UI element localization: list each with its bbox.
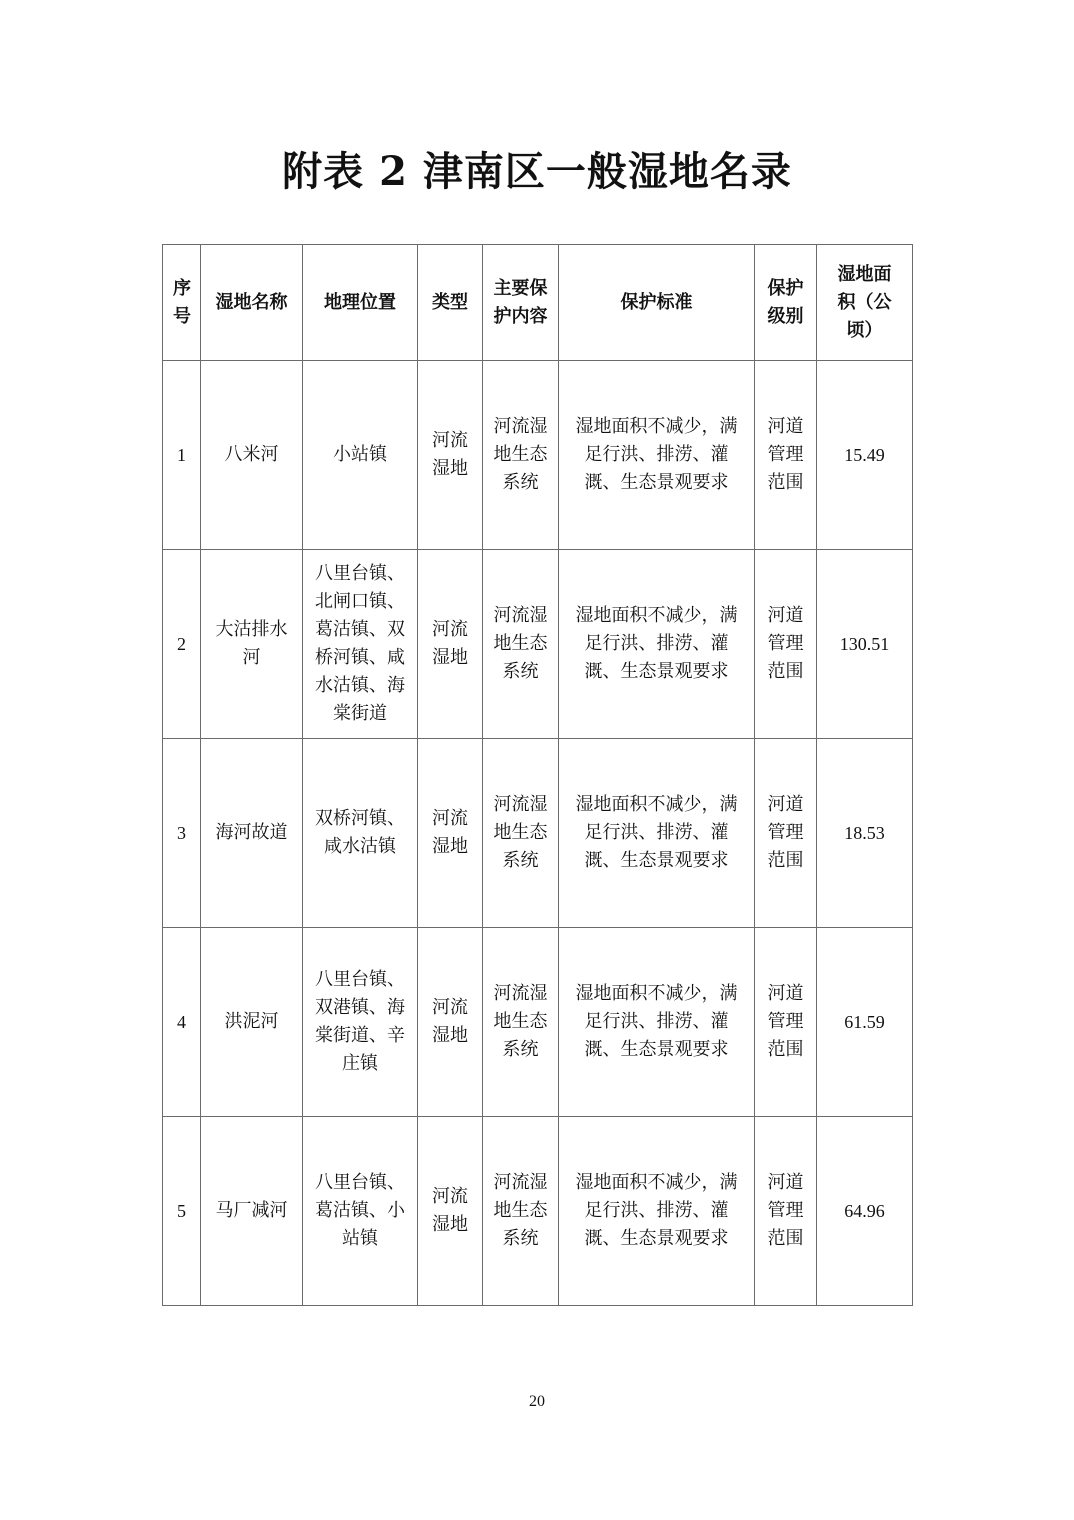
table-row — [163, 550, 913, 739]
cell-protection-level: 河道管理范围 — [755, 361, 817, 550]
cell-location: 八里台镇、北闸口镇、葛沽镇、双桥河镇、咸水沽镇、海棠街道 — [303, 550, 418, 739]
cell-index: 3 — [163, 739, 201, 928]
cell-protection-content: 河流湿地生态系统 — [483, 1117, 559, 1306]
cell-protection-standard: 湿地面积不减少，满足行洪、排涝、灌溉、生态景观要求 — [559, 1117, 755, 1306]
header-protection-standard: 保护标准 — [559, 245, 755, 361]
cell-protection-content: 河流湿地生态系统 — [483, 361, 559, 550]
cell-location: 八里台镇、葛沽镇、小站镇 — [303, 1117, 418, 1306]
header-protection-level: 保护级别 — [755, 245, 817, 361]
cell-index: 5 — [163, 1117, 201, 1306]
cell-area: 130.51 — [817, 550, 913, 739]
cell-type: 河流湿地 — [418, 550, 483, 739]
cell-area: 15.49 — [817, 361, 913, 550]
table-row — [163, 361, 913, 550]
cell-area: 61.59 — [817, 928, 913, 1117]
table-row — [163, 1117, 913, 1306]
cell-type: 河流湿地 — [418, 928, 483, 1117]
header-type: 类型 — [418, 245, 483, 361]
cell-type: 河流湿地 — [418, 739, 483, 928]
page-number: 20 — [529, 1393, 545, 1410]
cell-name: 海河故道 — [201, 739, 303, 928]
cell-index: 1 — [163, 361, 201, 550]
header-name: 湿地名称 — [201, 245, 303, 361]
header-location: 地理位置 — [303, 245, 418, 361]
cell-protection-level: 河道管理范围 — [755, 550, 817, 739]
cell-index: 4 — [163, 928, 201, 1117]
cell-type: 河流湿地 — [418, 1117, 483, 1306]
header-index: 序号 — [163, 245, 201, 361]
cell-name: 马厂减河 — [201, 1117, 303, 1306]
cell-name: 洪泥河 — [201, 928, 303, 1117]
table-row — [163, 739, 913, 928]
cell-protection-standard: 湿地面积不减少，满足行洪、排涝、灌溉、生态景观要求 — [559, 739, 755, 928]
cell-name: 大沽排水河 — [201, 550, 303, 739]
cell-type: 河流湿地 — [418, 361, 483, 550]
cell-index: 2 — [163, 550, 201, 739]
page-title: 附表 2 津南区一般湿地名录 — [282, 148, 792, 195]
cell-area: 64.96 — [817, 1117, 913, 1306]
cell-protection-content: 河流湿地生态系统 — [483, 550, 559, 739]
cell-protection-standard: 湿地面积不减少，满足行洪、排涝、灌溉、生态景观要求 — [559, 361, 755, 550]
cell-protection-level: 河道管理范围 — [755, 739, 817, 928]
cell-protection-level: 河道管理范围 — [755, 928, 817, 1117]
cell-protection-level: 河道管理范围 — [755, 1117, 817, 1306]
cell-location: 双桥河镇、咸水沽镇 — [303, 739, 418, 928]
header-protection-content: 主要保护内容 — [483, 245, 559, 361]
wetland-table — [162, 244, 913, 1306]
cell-location: 小站镇 — [303, 361, 418, 550]
cell-area: 18.53 — [817, 739, 913, 928]
cell-name: 八米河 — [201, 361, 303, 550]
table-header-row — [163, 245, 913, 361]
cell-location: 八里台镇、双港镇、海棠街道、辛庄镇 — [303, 928, 418, 1117]
cell-protection-standard: 湿地面积不减少，满足行洪、排涝、灌溉、生态景观要求 — [559, 550, 755, 739]
cell-protection-standard: 湿地面积不减少，满足行洪、排涝、灌溉、生态景观要求 — [559, 928, 755, 1117]
table-row — [163, 928, 913, 1117]
cell-protection-content: 河流湿地生态系统 — [483, 739, 559, 928]
cell-protection-content: 河流湿地生态系统 — [483, 928, 559, 1117]
header-area: 湿地面积（公顷） — [817, 245, 913, 361]
